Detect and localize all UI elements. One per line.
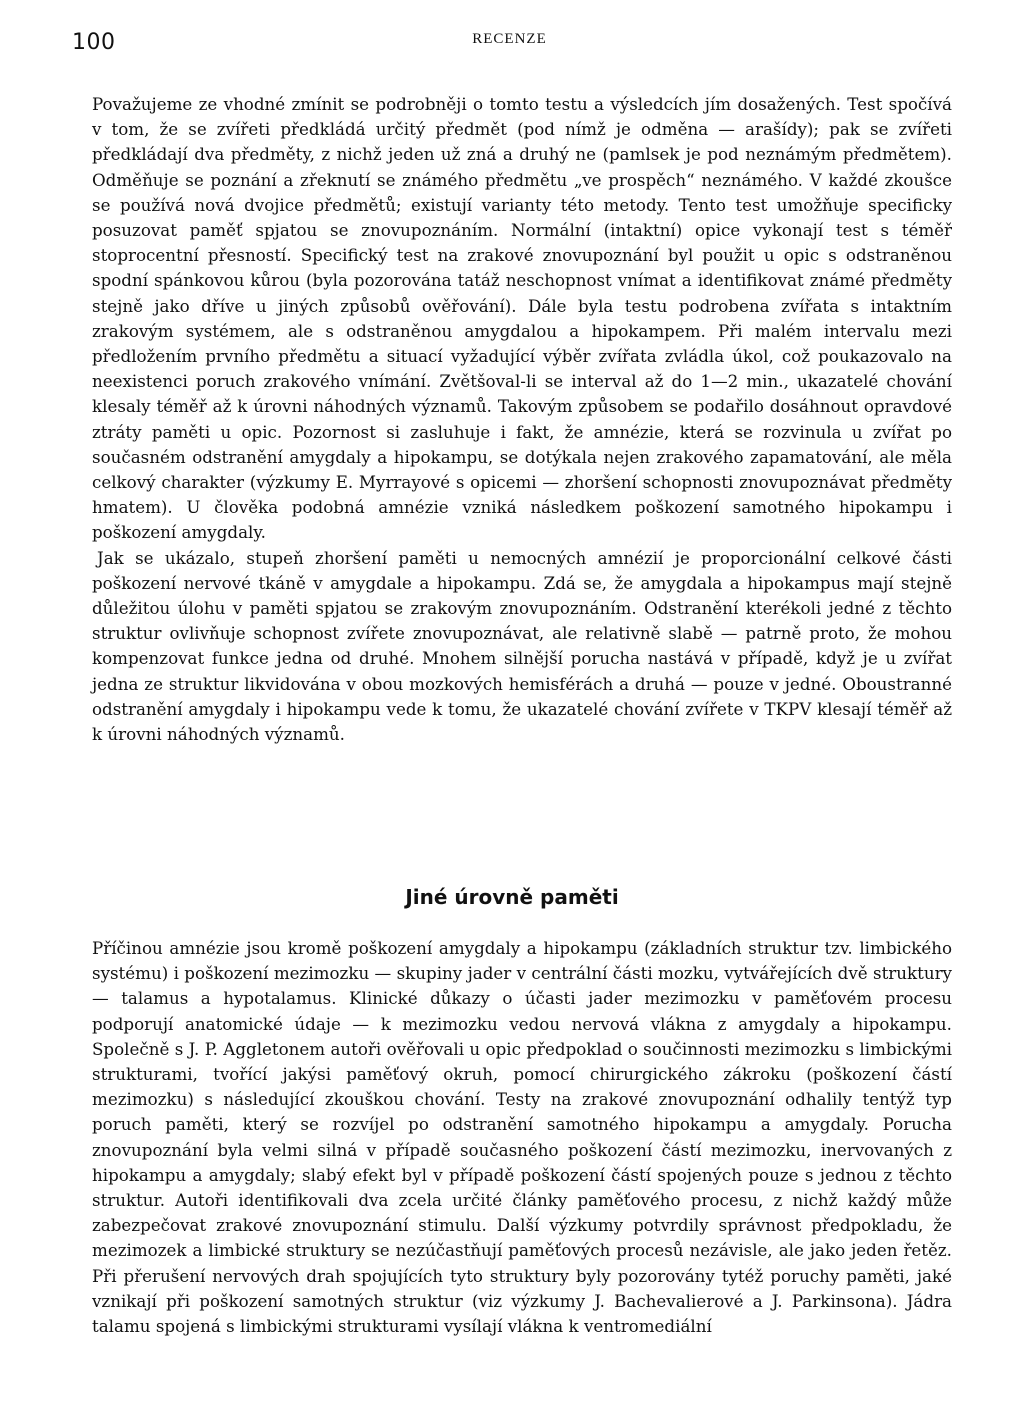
section-text [92,936,952,1339]
body-text [92,92,952,747]
paragraph-1: Považujeme ze vhodné zmínit se podrobněji o tomto testu a výsledcích jím dosažených. Test spočívá v tom, že se zvířeti předkládá určitý předmět (pod nímž je odměna — arašídy); pak se zvířeti předkládají dva předměty, z nichž jeden už zná a druhý ne (pamlsek je pod neznámým předmětem). Odměňuje se poznání a zřeknutí se známého předmětu „ve prospěch“ neznámého. V každé zkoušce se používá nová dvojice předmětů; existují varianty této metody. Tento test umožňuje specificky posuzovat paměť spjatou se znovupoznáním. Normální (intaktní) opice vykonají test s téměř stoprocentní přesností. Specifický test na zrakové znovupoznání byl použit u opic s odstraněnou spodní spánkovou kůrou (byla pozorována tatáž neschopnost vnímat a identifikovat známé předměty stejně jako dříve u jiných způsobů ověřování). Dále byla testu podrobena zvířata s intaktním zrakovým systémem, ale s odstraněnou amygdalou a hipokampem. Při malém intervalu mezi předložením prvního předmětu a situací vyžadující výběr zvířata zvládla úkol, což poukazovalo na neexistenci poruch zrakového vnímání. Zvětšoval-li se interval až do 1—2 min., ukazatelé chování klesaly téměř až k úrovni náhodných významů. Takovým způsobem se podařilo dosáhnout opravdové ztráty paměti u opic. Pozornost si zasluhuje i fakt, že amnézie, která se rozvinula u zvířat po současném odstranění amygdaly a hipokampu, se dotýkala nejen zrakového zapamatování, ale měla celkový charakter (výzkumy E. Myrrayové s opicemi — zhoršení schopnosti znovupoznávat předměty hmatem). U člověka podobná amnézie vzniká následkem poškození samotného hipokampu i poškození amygdaly. [92,94,952,543]
page-number: 100 [72,30,116,55]
section-heading: Jiné úrovně paměti [405,885,619,909]
running-head: RECENZE [472,31,547,47]
paragraph-2: Jak se ukázalo, stupeň zhoršení paměti u nemocných amnézií je proporcionální celkové části poškození nervové tkáně v amygdale a hipokampu. Zdá se, že amygdala a hipokampus mají stejně důležitou úlohu v paměti spjatou se zrakovým znovupoznáním. Odstranění kterékoli jedné z těchto struktur ovlivňuje schopnost zvířete znovupoznávat, ale relativně slabě — patrně proto, že mohou kompenzovat funkce jedna od druhé. Mnohem silnější porucha nastává v případě, když je u zvířat jedna ze struktur likvidována v obou mozkových hemisférách a druhá — pouze v jedné. Oboustranné odstranění amygdaly i hipokampu vede k tomu, že ukazatelé chování zvířete v TKPV klesají téměř až k úrovni náhodných významů. [92,547,952,745]
section-paragraph: Příčinou amnézie jsou kromě poškození amygdaly a hipokampu (základních struktur tzv. limbického systému) i poškození mezimozku — skupiny jader v centrální části mozku, vytvářejících dvě struktury — talamus a hypotalamus. Klinické důkazy o účasti jader mezimozku v paměťovém procesu podporují anatomické údaje — k mezimozku vedou nervová vlákna z amygdaly a hipokampu. Společně s J. P. Aggletonem autoři ověřovali u opic předpoklad o součinnosti mezimozku s limbickými strukturami, tvořící jakýsi paměťový okruh, pomocí chirurgického zákroku (poškození částí mezimozku) s následující zkouškou chování. Testy na zrakové znovupoznání odhalily tentýž typ poruch paměti, který se rozvíjel po odstranění samotného hipokampu a amygdaly. Porucha znovupoznání byla velmi silná v případě současného poškození částí mezimozku, inervovaných z hipokampu a amygdaly; slabý efekt byl v případě poškození částí spojených pouze s jednou z těchto struktur. Autoři identifikovali dva zcela určité články paměťového procesu, z nichž každý může zabezpečovat zrakové znovupoznání stimulu. Další výzkumy potvrdily správnost předpokladu, že mezimozek a limbické struktury se nezúčastňují paměťových procesů nezávisle, ale jako jeden řetěz. Při přerušení nervových drah spojujících tyto struktury byly pozorovány tytéž poruchy paměti, jaké vznikají při poškození samotných struktur (viz výzkumy J. Bachevalierové a J. Parkinsona). Jádra talamu spojená s limbickými strukturami vysílají vlákna k ventromediální [92,938,952,1337]
